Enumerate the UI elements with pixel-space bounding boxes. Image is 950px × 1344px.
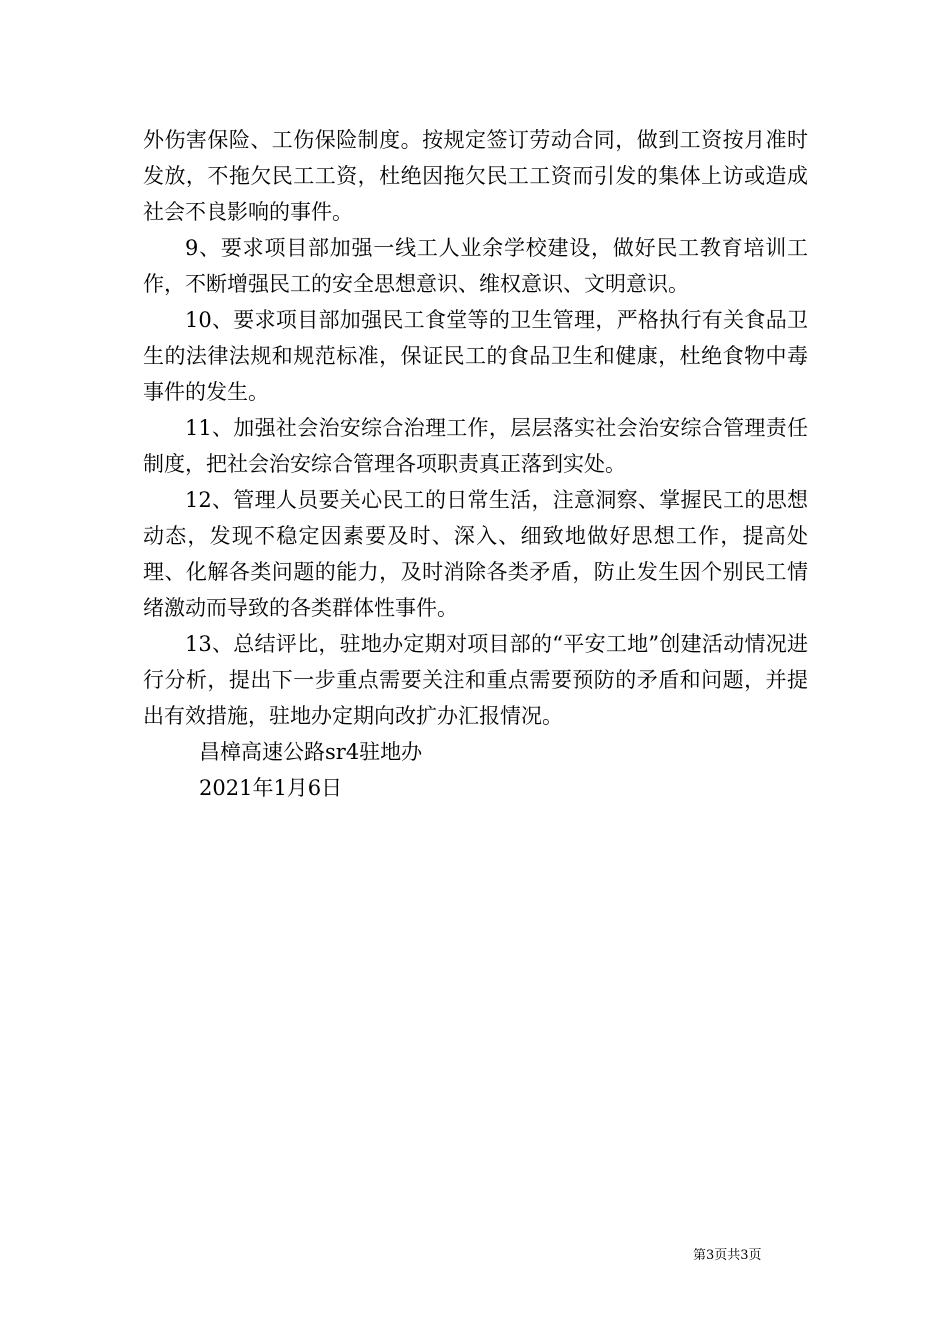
paragraph-item-13: 13、总结评比，驻地办定期对项目部的“平安工地”创建活动情况进行分析，提出下一步重点需要关注和重点需要预防的矛盾和问题，并提出有效措施，驻地办定期向改扩办汇报情况。 [143, 632, 808, 728]
paragraph-item-9: 9、要求项目部加强一线工人业余学校建设，做好民工教育培训工作，不断增强民工的安全思想意识、维权意识、文明意识。 [143, 236, 808, 296]
paragraph-item-10: 10、要求项目部加强民工食堂等的卫生管理，严格执行有关食品卫生的法律法规和规范标准，保证民工的食品卫生和健康，杜绝食物中毒事件的发生。 [143, 308, 808, 404]
document-body [143, 122, 808, 806]
signature-date: 2021年1月6日 [199, 776, 343, 800]
paragraph-item-12: 12、管理人员要关心民工的日常生活，注意洞察、掌握民工的思想动态，发现不稳定因素要及时、深入、细致地做好思想工作，提高处理、化解各类问题的能力，及时消除各类矛盾，防止发生因个别民工情绪激动而导致的各类群体性事件。 [143, 488, 808, 620]
page-number: 第3页共3页 [693, 1248, 762, 1263]
paragraph-item-11: 11、加强社会治安综合治理工作，层层落实社会治安综合管理责任制度，把社会治安综合管理各项职责真正落到实处。 [143, 416, 808, 476]
paragraph-continuation: 外伤害保险、工伤保险制度。按规定签订劳动合同，做到工资按月准时发放，不拖欠民工工资，杜绝因拖欠民工工资而引发的集体上访或造成社会不良影响的事件。 [143, 128, 808, 224]
signature-org: 昌樟高速公路sr4驻地办 [199, 740, 423, 764]
